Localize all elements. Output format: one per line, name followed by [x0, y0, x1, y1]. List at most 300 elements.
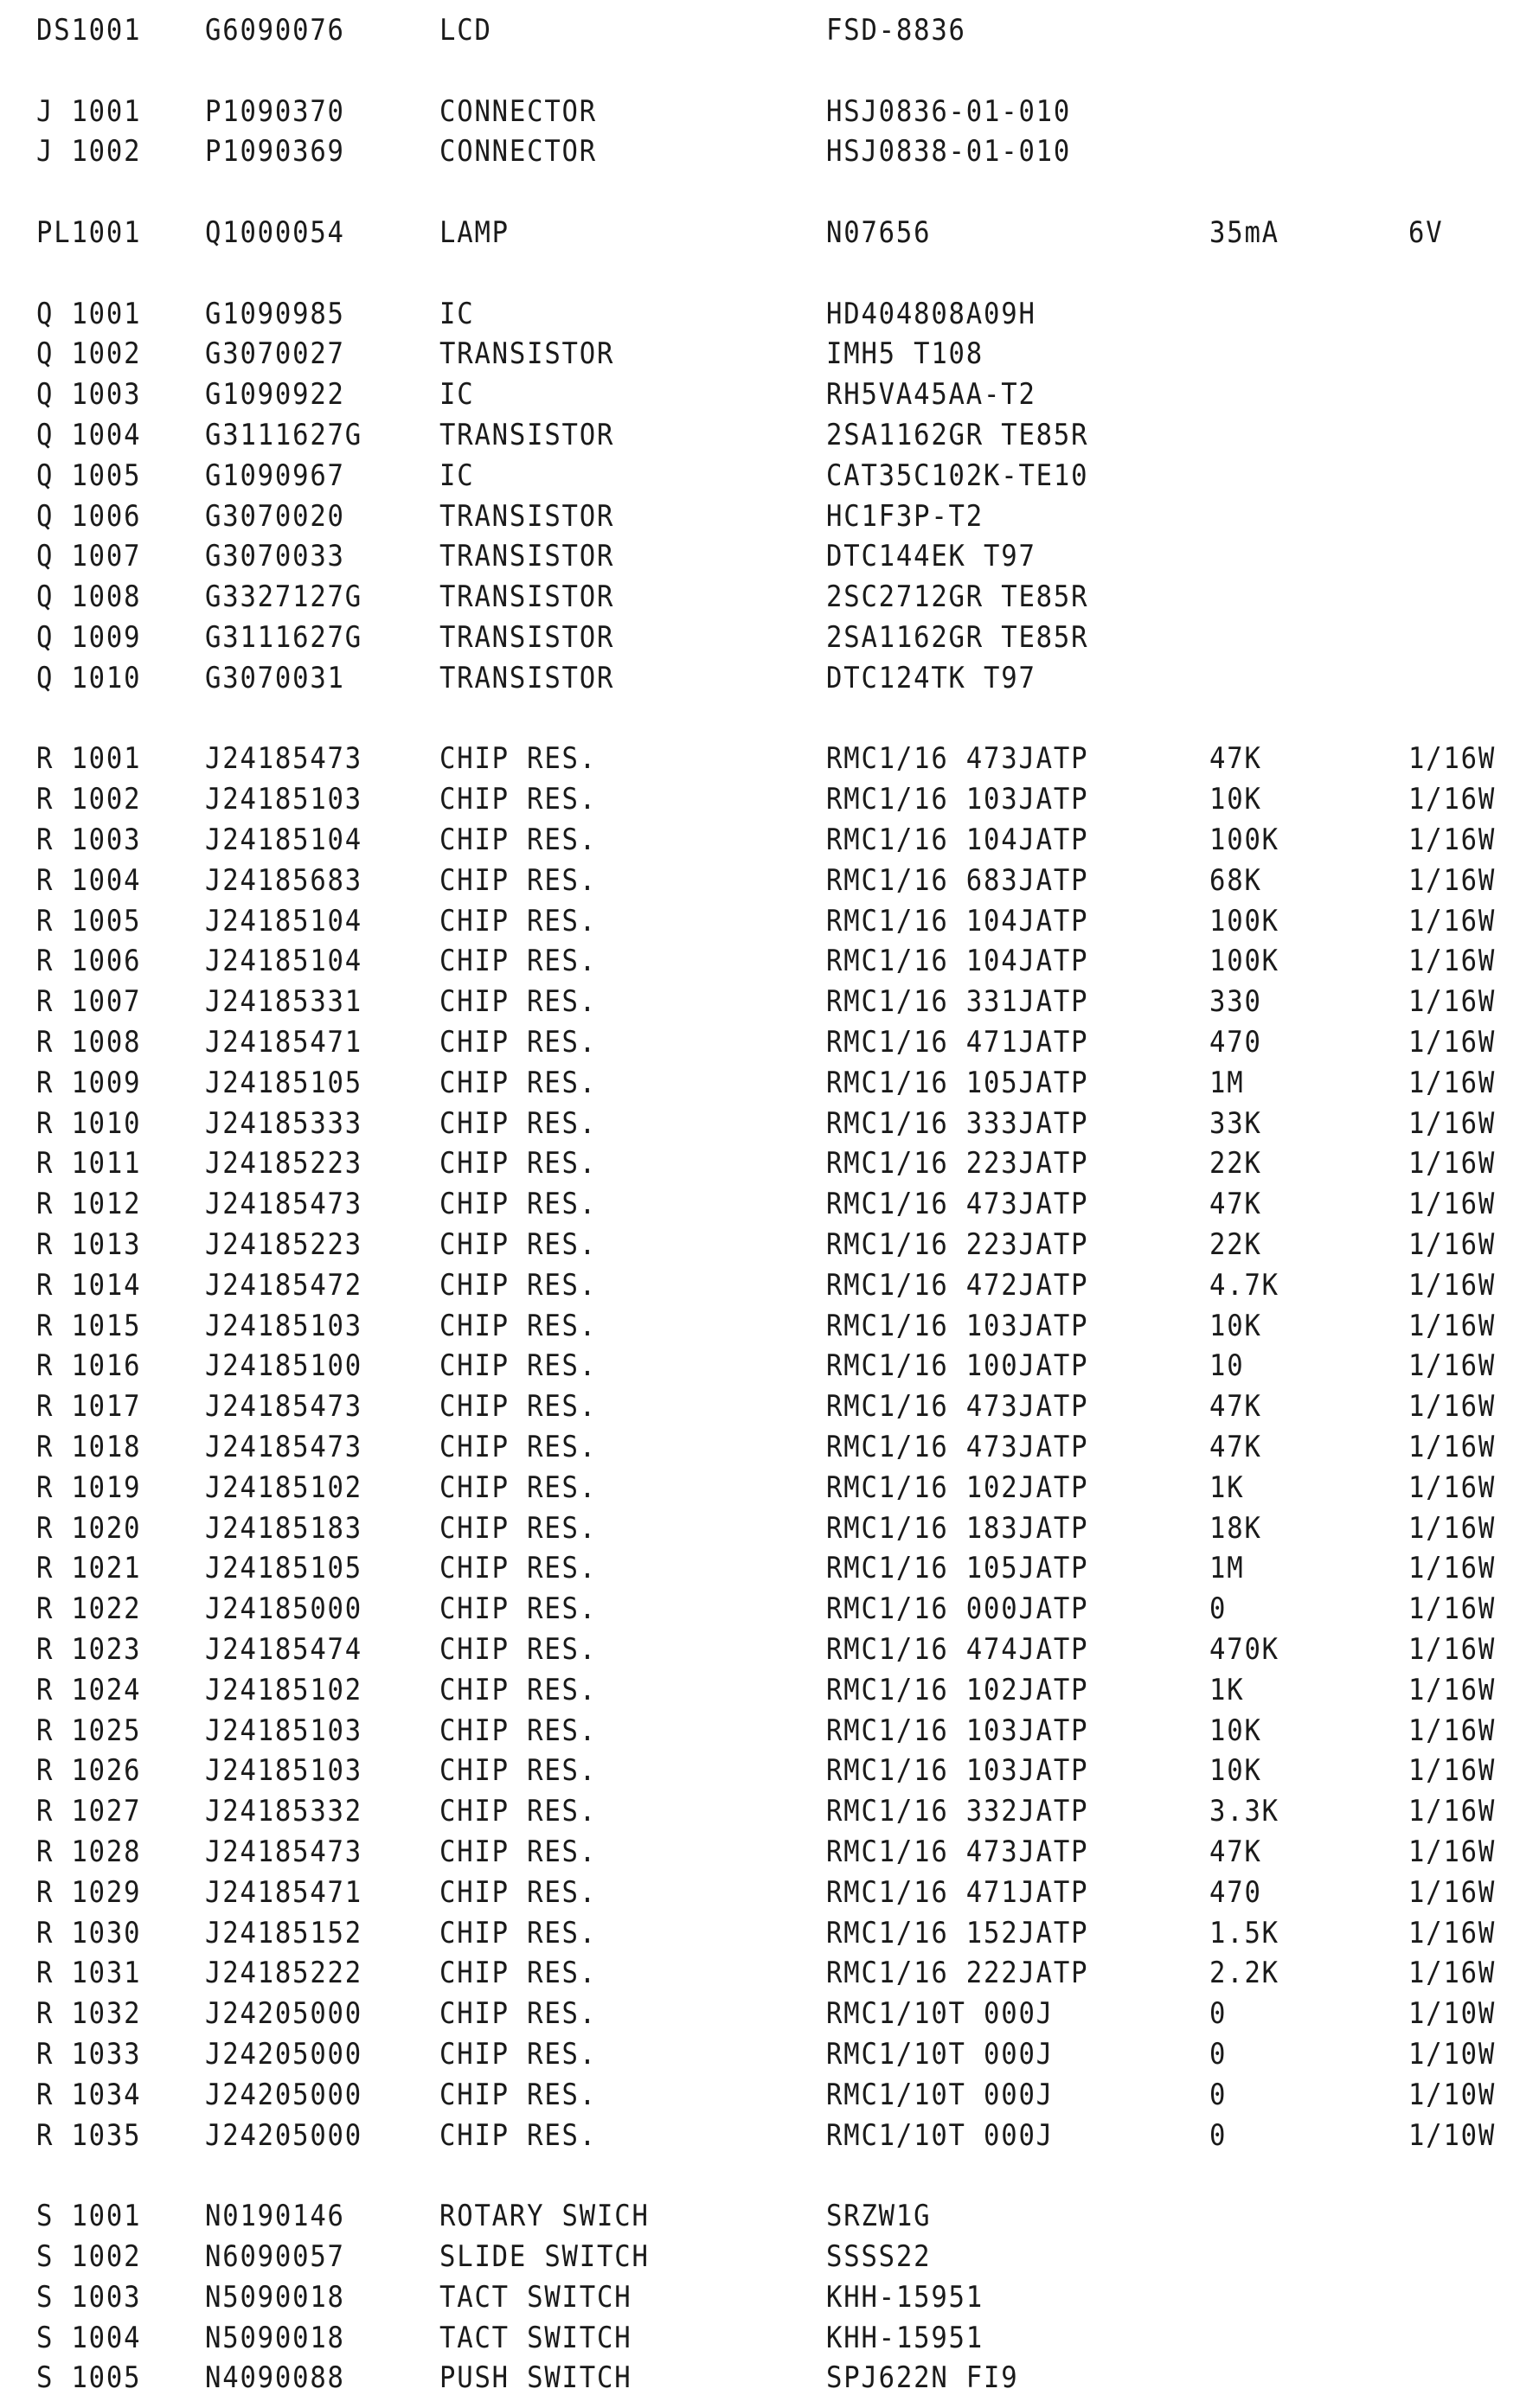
- type-number-cell: RMC1/16 333JATP: [826, 1105, 1089, 1141]
- description-cell: IC: [439, 458, 475, 493]
- value-cell: 1K: [1209, 1672, 1245, 1707]
- rating-cell: 1/16W: [1408, 1915, 1497, 1950]
- part-number-cell: J24185474: [205, 1632, 363, 1667]
- value-cell: 330: [1209, 984, 1262, 1020]
- type-number-cell: RMC1/16 471JATP: [826, 1025, 1089, 1060]
- type-number-cell: RMC1/10T 000J: [826, 2037, 1054, 2072]
- part-number-cell: J24185473: [205, 1389, 363, 1425]
- description-cell: CHIP RES.: [439, 2077, 598, 2112]
- part-number-cell: J24185473: [205, 1187, 363, 1222]
- type-number-cell: DTC144EK T97: [826, 539, 1036, 574]
- part-number-cell: J24185103: [205, 1308, 363, 1343]
- parts-row: [0, 1143, 1539, 1183]
- parts-row: [0, 1022, 1539, 1062]
- description-cell: CHIP RES.: [439, 1389, 598, 1425]
- ref-designator-cell: Q 1002: [36, 336, 142, 372]
- ref-designator-cell: Q 1008: [36, 580, 142, 615]
- part-number-cell: J24185473: [205, 1430, 363, 1464]
- value-cell: 0: [1209, 2117, 1228, 2153]
- description-cell: CHIP RES.: [439, 741, 598, 777]
- ref-designator-cell: Q 1007: [36, 539, 142, 574]
- parts-row: [0, 820, 1539, 860]
- parts-row: [0, 1225, 1539, 1265]
- description-cell: CHIP RES.: [439, 1227, 598, 1262]
- ref-designator-cell: R 1028: [36, 1835, 142, 1869]
- description-cell: CHIP RES.: [439, 862, 598, 898]
- ref-designator-cell: Q 1010: [36, 660, 142, 695]
- value-cell: 47K: [1209, 1187, 1262, 1222]
- description-cell: CHIP RES.: [439, 1146, 598, 1182]
- description-cell: CHIP RES.: [439, 1510, 598, 1546]
- description-cell: TRANSISTOR: [439, 418, 615, 452]
- part-number-cell: G3070027: [205, 336, 345, 372]
- parts-row: [0, 739, 1539, 778]
- part-number-cell: J24185333: [205, 1105, 363, 1141]
- ref-designator-cell: Q 1001: [36, 296, 142, 331]
- parts-row: [0, 1953, 1539, 1993]
- description-cell: TACT SWITCH: [439, 2279, 632, 2315]
- ref-designator-cell: R 1032: [36, 1996, 142, 2032]
- description-cell: CHIP RES.: [439, 984, 598, 1020]
- type-number-cell: RMC1/10T 000J: [826, 2117, 1054, 2153]
- value-cell: 1M: [1209, 1551, 1245, 1586]
- ref-designator-cell: R 1023: [36, 1632, 142, 1667]
- ref-designator-cell: S 1004: [36, 2320, 142, 2355]
- description-cell: SLIDE SWITCH: [439, 2239, 650, 2274]
- parts-row: [0, 2318, 1539, 2358]
- ref-designator-cell: R 1015: [36, 1308, 142, 1343]
- type-number-cell: RMC1/16 104JATP: [826, 944, 1089, 979]
- value-cell: 100K: [1209, 903, 1279, 938]
- ref-designator-cell: R 1024: [36, 1672, 142, 1707]
- value-cell: 1M: [1209, 1065, 1245, 1100]
- part-number-cell: J24185471: [205, 1874, 363, 1910]
- parts-row: [0, 334, 1539, 374]
- ref-designator-cell: R 1013: [36, 1227, 142, 1262]
- description-cell: CHIP RES.: [439, 944, 598, 979]
- part-number-cell: J24185102: [205, 1470, 363, 1505]
- description-cell: CHIP RES.: [439, 1996, 598, 2032]
- part-number-cell: G3111627G: [205, 620, 363, 655]
- description-cell: CHIP RES.: [439, 1713, 598, 1748]
- type-number-cell: RMC1/16 105JATP: [826, 1065, 1089, 1100]
- description-cell: TRANSISTOR: [439, 580, 615, 615]
- value-cell: 3.3K: [1209, 1794, 1279, 1829]
- description-cell: TACT SWITCH: [439, 2320, 632, 2355]
- description-cell: TRANSISTOR: [439, 539, 615, 574]
- value-cell: 10K: [1209, 1713, 1262, 1748]
- value-cell: 47K: [1209, 1430, 1262, 1464]
- part-number-cell: J24185183: [205, 1510, 363, 1546]
- ref-designator-cell: R 1025: [36, 1713, 142, 1748]
- type-number-cell: RMC1/16 471JATP: [826, 1874, 1089, 1910]
- description-cell: CHIP RES.: [439, 782, 598, 817]
- ref-designator-cell: R 1029: [36, 1874, 142, 1910]
- ref-designator-cell: DS1001: [36, 13, 142, 48]
- value-cell: 470: [1209, 1874, 1262, 1910]
- part-number-cell: N6090057: [205, 2239, 345, 2274]
- value-cell: 1.5K: [1209, 1915, 1279, 1950]
- part-number-cell: J24185105: [205, 1551, 363, 1586]
- value-cell: 10K: [1209, 1308, 1262, 1343]
- type-number-cell: RMC1/16 473JATP: [826, 741, 1089, 777]
- value-cell: 0: [1209, 2077, 1228, 2112]
- type-number-cell: RMC1/16 102JATP: [826, 1672, 1089, 1707]
- ref-designator-cell: R 1027: [36, 1794, 142, 1829]
- rating-cell: 1/16W: [1408, 1025, 1497, 1060]
- ref-designator-cell: R 1007: [36, 984, 142, 1020]
- type-number-cell: RMC1/16 332JATP: [826, 1794, 1089, 1829]
- type-number-cell: RMC1/16 473JATP: [826, 1389, 1089, 1425]
- description-cell: CHIP RES.: [439, 1672, 598, 1707]
- parts-row: [0, 2116, 1539, 2155]
- ref-designator-cell: R 1018: [36, 1430, 142, 1464]
- parts-row: [0, 92, 1539, 131]
- type-number-cell: RMC1/16 103JATP: [826, 1713, 1089, 1748]
- value-cell: 18K: [1209, 1510, 1262, 1546]
- part-number-cell: J24185100: [205, 1348, 363, 1384]
- parts-row: [0, 1265, 1539, 1305]
- parts-row: [0, 1184, 1539, 1224]
- type-number-cell: DTC124TK T97: [826, 660, 1036, 695]
- rating-cell: 1/16W: [1408, 1632, 1497, 1667]
- part-number-cell: J24185103: [205, 1713, 363, 1748]
- type-number-cell: RMC1/16 000JATP: [826, 1591, 1089, 1627]
- part-number-cell: Q1000054: [205, 215, 345, 250]
- parts-row: [0, 375, 1539, 414]
- description-cell: CHIP RES.: [439, 1874, 598, 1910]
- part-number-cell: J24205000: [205, 1996, 363, 2032]
- ref-designator-cell: R 1004: [36, 862, 142, 898]
- parts-row: [0, 982, 1539, 1021]
- type-number-cell: IMH5 T108: [826, 336, 984, 372]
- rating-cell: 1/16W: [1408, 984, 1497, 1020]
- parts-row: [0, 618, 1539, 657]
- parts-row: [0, 1832, 1539, 1872]
- part-number-cell: G3070031: [205, 660, 345, 695]
- description-cell: CONNECTOR: [439, 93, 598, 129]
- parts-row: [0, 1508, 1539, 1548]
- type-number-cell: SRZW1G: [826, 2199, 932, 2234]
- ref-designator-cell: R 1022: [36, 1591, 142, 1627]
- description-cell: CHIP RES.: [439, 2037, 598, 2072]
- rating-cell: 1/16W: [1408, 1348, 1497, 1384]
- part-number-cell: G3327127G: [205, 580, 363, 615]
- parts-row: [0, 294, 1539, 334]
- rating-cell: 1/10W: [1408, 2037, 1497, 2072]
- type-number-cell: RH5VA45AA-T2: [826, 377, 1036, 413]
- description-cell: CHIP RES.: [439, 1794, 598, 1829]
- parts-row: [0, 415, 1539, 455]
- ref-designator-cell: R 1020: [36, 1510, 142, 1546]
- part-number-cell: J24185223: [205, 1146, 363, 1182]
- description-cell: IC: [439, 377, 475, 413]
- part-number-cell: G1090967: [205, 458, 345, 493]
- parts-row: [0, 1306, 1539, 1346]
- ref-designator-cell: R 1006: [36, 944, 142, 979]
- rating-cell: 1/16W: [1408, 1510, 1497, 1546]
- rating-cell: 1/16W: [1408, 1187, 1497, 1222]
- description-cell: LCD: [439, 13, 492, 48]
- type-number-cell: RMC1/16 473JATP: [826, 1187, 1089, 1222]
- part-number-cell: J24185102: [205, 1672, 363, 1707]
- description-cell: ROTARY SWICH: [439, 2199, 650, 2234]
- value-cell: 0: [1209, 2037, 1228, 2072]
- ref-designator-cell: J 1002: [36, 134, 142, 170]
- part-number-cell: P1090369: [205, 134, 345, 170]
- parts-row: [0, 1873, 1539, 1912]
- part-number-cell: J24185000: [205, 1591, 363, 1627]
- type-number-cell: KHH-15951: [826, 2279, 984, 2315]
- description-cell: CHIP RES.: [439, 1835, 598, 1869]
- rating-cell: 1/16W: [1408, 1753, 1497, 1789]
- description-cell: CHIP RES.: [439, 1187, 598, 1222]
- description-cell: CHIP RES.: [439, 1470, 598, 1505]
- type-number-cell: RMC1/16 103JATP: [826, 1308, 1089, 1343]
- ref-designator-cell: S 1002: [36, 2239, 142, 2274]
- type-number-cell: SSSS22: [826, 2239, 932, 2274]
- type-number-cell: RMC1/16 331JATP: [826, 984, 1089, 1020]
- value-cell: 68K: [1209, 862, 1262, 898]
- value-cell: 10: [1209, 1348, 1245, 1384]
- part-number-cell: J24185683: [205, 862, 363, 898]
- description-cell: LAMP: [439, 215, 510, 250]
- value-cell: 10K: [1209, 1753, 1262, 1789]
- part-number-cell: N5090018: [205, 2279, 345, 2315]
- value-cell: 4.7K: [1209, 1267, 1279, 1303]
- parts-row: [0, 1346, 1539, 1386]
- description-cell: TRANSISTOR: [439, 498, 615, 534]
- type-number-cell: KHH-15951: [826, 2320, 984, 2355]
- ref-designator-cell: R 1012: [36, 1187, 142, 1222]
- rating-cell: 1/16W: [1408, 1551, 1497, 1586]
- parts-row: [0, 1670, 1539, 1710]
- part-number-cell: J24185103: [205, 1753, 363, 1789]
- parts-row: [0, 1468, 1539, 1508]
- part-number-cell: G6090076: [205, 13, 345, 48]
- description-cell: CHIP RES.: [439, 1956, 598, 1991]
- type-number-cell: RMC1/16 152JATP: [826, 1915, 1089, 1950]
- type-number-cell: RMC1/16 103JATP: [826, 1753, 1089, 1789]
- type-number-cell: RMC1/16 472JATP: [826, 1267, 1089, 1303]
- type-number-cell: RMC1/16 223JATP: [826, 1227, 1089, 1262]
- parts-row: [0, 2358, 1539, 2398]
- description-cell: CHIP RES.: [439, 1065, 598, 1100]
- ref-designator-cell: R 1005: [36, 903, 142, 938]
- part-number-cell: G1090985: [205, 296, 345, 331]
- rating-cell: 1/10W: [1408, 2077, 1497, 2112]
- part-number-cell: J24185471: [205, 1025, 363, 1060]
- ref-designator-cell: R 1003: [36, 823, 142, 857]
- rating-cell: 1/16W: [1408, 1267, 1497, 1303]
- type-number-cell: RMC1/16 473JATP: [826, 1430, 1089, 1464]
- ref-designator-cell: S 1005: [36, 2360, 142, 2396]
- parts-row: [0, 1589, 1539, 1629]
- parts-row: [0, 213, 1539, 253]
- value-cell: 47K: [1209, 741, 1262, 777]
- part-number-cell: N0190146: [205, 2199, 345, 2234]
- rating-cell: 1/16W: [1408, 1713, 1497, 1748]
- rating-cell: 1/10W: [1408, 1996, 1497, 2032]
- type-number-cell: HSJ0836-01-010: [826, 93, 1072, 129]
- ref-designator-cell: Q 1009: [36, 620, 142, 655]
- parts-row: [0, 1751, 1539, 1790]
- parts-row: [0, 941, 1539, 981]
- value-cell: 47K: [1209, 1835, 1262, 1869]
- value-cell: 470K: [1209, 1632, 1279, 1667]
- part-number-cell: J24185331: [205, 984, 363, 1020]
- description-cell: TRANSISTOR: [439, 620, 615, 655]
- ref-designator-cell: R 1030: [36, 1915, 142, 1950]
- part-number-cell: G3070020: [205, 498, 345, 534]
- description-cell: CHIP RES.: [439, 1915, 598, 1950]
- value-cell: 1K: [1209, 1470, 1245, 1505]
- parts-row: [0, 1387, 1539, 1426]
- rating-cell: 1/16W: [1408, 741, 1497, 777]
- value-cell: 10K: [1209, 782, 1262, 817]
- ref-designator-cell: R 1021: [36, 1551, 142, 1586]
- rating-cell: 1/16W: [1408, 1308, 1497, 1343]
- value-cell: 47K: [1209, 1389, 1262, 1425]
- rating-cell: 1/16W: [1408, 1105, 1497, 1141]
- description-cell: CHIP RES.: [439, 823, 598, 857]
- parts-row: [0, 861, 1539, 900]
- description-cell: IC: [439, 296, 475, 331]
- ref-designator-cell: R 1031: [36, 1956, 142, 1991]
- value-cell: 100K: [1209, 823, 1279, 857]
- type-number-cell: HD404808A09H: [826, 296, 1036, 331]
- value-cell: 2.2K: [1209, 1956, 1279, 1991]
- type-number-cell: RMC1/16 104JATP: [826, 903, 1089, 938]
- value-cell: 0: [1209, 1591, 1228, 1627]
- parts-row: [0, 1427, 1539, 1467]
- description-cell: CHIP RES.: [439, 1591, 598, 1627]
- parts-row: [0, 2196, 1539, 2236]
- part-number-cell: J24185223: [205, 1227, 363, 1262]
- rating-cell: 1/16W: [1408, 1794, 1497, 1829]
- parts-row: [0, 1104, 1539, 1143]
- parts-row: [0, 779, 1539, 819]
- rating-cell: 1/16W: [1408, 1591, 1497, 1627]
- ref-designator-cell: R 1016: [36, 1348, 142, 1384]
- description-cell: CHIP RES.: [439, 1105, 598, 1141]
- part-number-cell: J24185332: [205, 1794, 363, 1829]
- part-number-cell: J24185104: [205, 903, 363, 938]
- description-cell: PUSH SWITCH: [439, 2360, 632, 2396]
- parts-row: [0, 1711, 1539, 1751]
- parts-row: [0, 1548, 1539, 1588]
- part-number-cell: J24185152: [205, 1915, 363, 1950]
- part-number-cell: G1090922: [205, 377, 345, 413]
- description-cell: CHIP RES.: [439, 1632, 598, 1667]
- part-number-cell: J24205000: [205, 2117, 363, 2153]
- part-number-cell: J24185472: [205, 1267, 363, 1303]
- part-number-cell: G3111627G: [205, 418, 363, 452]
- parts-row: [0, 658, 1539, 698]
- ref-designator-cell: R 1017: [36, 1389, 142, 1425]
- part-number-cell: N4090088: [205, 2360, 345, 2396]
- type-number-cell: RMC1/16 183JATP: [826, 1510, 1089, 1546]
- ref-designator-cell: R 1026: [36, 1753, 142, 1789]
- parts-row: [0, 456, 1539, 496]
- rating-cell: 1/16W: [1408, 1835, 1497, 1869]
- description-cell: CHIP RES.: [439, 1267, 598, 1303]
- rating-cell: 1/16W: [1408, 823, 1497, 857]
- type-number-cell: RMC1/16 100JATP: [826, 1348, 1089, 1384]
- parts-row: [0, 901, 1539, 941]
- part-number-cell: J24185222: [205, 1956, 363, 1991]
- value-cell: 35mA: [1209, 215, 1279, 250]
- value-cell: 100K: [1209, 944, 1279, 979]
- ref-designator-cell: R 1014: [36, 1267, 142, 1303]
- part-number-cell: J24185473: [205, 741, 363, 777]
- description-cell: CHIP RES.: [439, 1430, 598, 1464]
- description-cell: CHIP RES.: [439, 1753, 598, 1789]
- parts-row: [0, 1630, 1539, 1669]
- parts-row: [0, 2075, 1539, 2115]
- rating-cell: 1/16W: [1408, 1389, 1497, 1425]
- part-number-cell: J24185473: [205, 1835, 363, 1869]
- ref-designator-cell: R 1011: [36, 1146, 142, 1182]
- ref-designator-cell: S 1003: [36, 2279, 142, 2315]
- rating-cell: 1/16W: [1408, 1227, 1497, 1262]
- description-cell: CHIP RES.: [439, 903, 598, 938]
- type-number-cell: RMC1/10T 000J: [826, 1996, 1054, 2032]
- type-number-cell: 2SA1162GR TE85R: [826, 418, 1089, 452]
- ref-designator-cell: R 1035: [36, 2117, 142, 2153]
- rating-cell: 1/16W: [1408, 903, 1497, 938]
- rating-cell: 1/16W: [1408, 1430, 1497, 1464]
- parts-row: [0, 2237, 1539, 2277]
- part-number-cell: G3070033: [205, 539, 345, 574]
- description-cell: CONNECTOR: [439, 134, 598, 170]
- part-number-cell: J24205000: [205, 2077, 363, 2112]
- description-cell: TRANSISTOR: [439, 336, 615, 372]
- ref-designator-cell: Q 1004: [36, 418, 142, 452]
- part-number-cell: J24185104: [205, 823, 363, 857]
- type-number-cell: RMC1/16 102JATP: [826, 1470, 1089, 1505]
- parts-row: [0, 1994, 1539, 2033]
- ref-designator-cell: Q 1006: [36, 498, 142, 534]
- parts-row: [0, 536, 1539, 576]
- value-cell: 22K: [1209, 1227, 1262, 1262]
- type-number-cell: N07656: [826, 215, 932, 250]
- rating-cell: 1/16W: [1408, 1956, 1497, 1991]
- rating-cell: 6V: [1408, 215, 1444, 250]
- type-number-cell: 2SA1162GR TE85R: [826, 620, 1089, 655]
- parts-row: [0, 10, 1539, 50]
- parts-row: [0, 2034, 1539, 2074]
- part-number-cell: J24185103: [205, 782, 363, 817]
- type-number-cell: RMC1/16 473JATP: [826, 1835, 1089, 1869]
- value-cell: 22K: [1209, 1146, 1262, 1182]
- part-number-cell: J24185105: [205, 1065, 363, 1100]
- part-number-cell: P1090370: [205, 93, 345, 129]
- ref-designator-cell: R 1019: [36, 1470, 142, 1505]
- type-number-cell: RMC1/16 222JATP: [826, 1956, 1089, 1991]
- ref-designator-cell: R 1034: [36, 2077, 142, 2112]
- type-number-cell: RMC1/16 223JATP: [826, 1146, 1089, 1182]
- rating-cell: 1/16W: [1408, 1065, 1497, 1100]
- value-cell: 33K: [1209, 1105, 1262, 1141]
- part-number-cell: J24185104: [205, 944, 363, 979]
- rating-cell: 1/16W: [1408, 944, 1497, 979]
- type-number-cell: RMC1/16 683JATP: [826, 862, 1089, 898]
- rating-cell: 1/16W: [1408, 1672, 1497, 1707]
- parts-row: [0, 1791, 1539, 1831]
- rating-cell: 1/16W: [1408, 1874, 1497, 1910]
- type-number-cell: RMC1/16 474JATP: [826, 1632, 1089, 1667]
